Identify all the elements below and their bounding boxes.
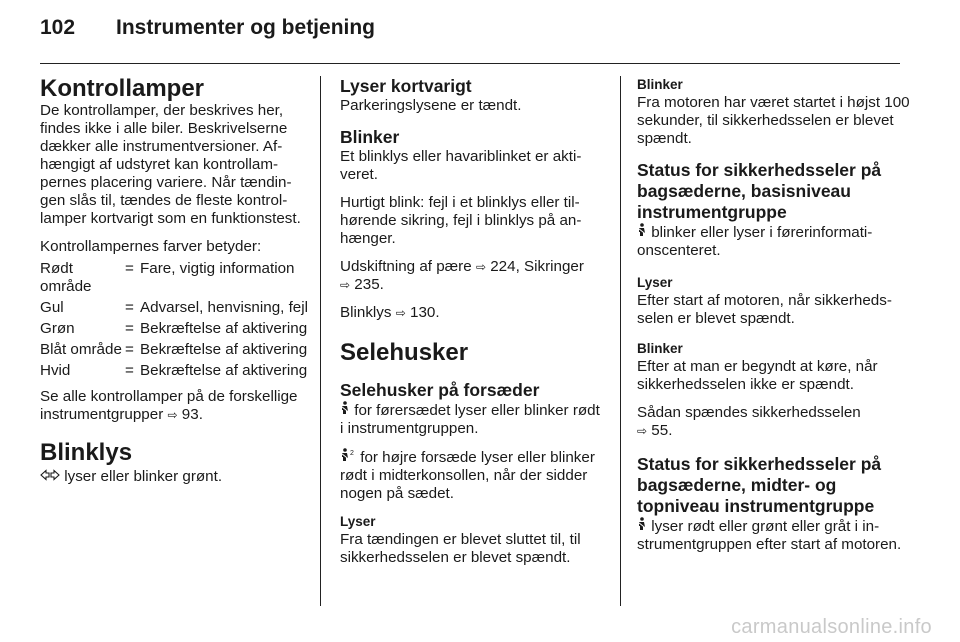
color-name: Gul <box>40 299 64 316</box>
reference-arrow-icon: ⇨ <box>637 424 648 438</box>
color-row <box>40 320 310 338</box>
color-meaning: Advarsel, henvisning, fejl <box>140 299 308 316</box>
blinklys-text: lyser eller blinker grønt. <box>64 468 223 485</box>
page-title: Instrumenter og betjening <box>116 16 376 39</box>
color-row <box>40 341 310 359</box>
color-meaning: Bekræftelse af aktivering <box>140 341 308 358</box>
reference-arrow-icon: ⇨ <box>340 278 351 292</box>
reference-arrow-icon: ⇨ <box>475 260 486 274</box>
forsaeder-passenger-description: for højre forsæde lyser eller blinker rødt i midterkonsollen, når der sidder nogen på sædet. <box>340 449 595 502</box>
color-equals: = <box>125 341 134 358</box>
heading-blinklys: Blinklys <box>40 439 133 466</box>
heading-lyser: Lyser <box>637 275 673 290</box>
color-row <box>40 299 310 317</box>
watermark: carmanualsonline.info <box>731 616 932 638</box>
kontrollamper-intro: De kontrollamper, der beskrives her, findes ikke i alle biler. Beskrivelserne dækker alle instrumentversioner. Afhængigt af udstyret kan kontrollampernes placering variere. Når tændingen slås til, tændes de fleste kontrollamper kortvarigt som en funktionstest. <box>40 102 301 227</box>
blinker-text: Fra motoren har været startet i højst 100 sekunder, til sikkerhedsselen er blevet spændt. <box>637 94 910 147</box>
color-name: Grøn <box>40 320 75 337</box>
heading-lyser: Lyser <box>340 514 376 529</box>
header-rule <box>40 63 900 64</box>
blinklys-description <box>40 468 310 486</box>
seatbelt-person-icon <box>637 517 647 536</box>
heading-status-topniveau: Status for sikkerhedsseler på bagsæderne, midter- og topniveau instrumentgruppe <box>637 454 882 516</box>
topniveau-text <box>637 517 912 554</box>
topniveau-description: lyser rødt eller grønt eller gråt i instrumentgruppen efter start af motoren. <box>637 518 902 553</box>
color-name: Rødt område <box>40 260 92 295</box>
reference-text: Udskiftning af pære <box>340 258 472 275</box>
heading-blinker: Blinker <box>340 127 400 147</box>
color-equals: = <box>125 260 134 277</box>
turn-signal-arrows-icon <box>40 468 60 486</box>
heading-lyser-kortvarigt: Lyser kortvarigt <box>340 76 472 96</box>
color-name: Hvid <box>40 362 71 379</box>
forsaeder-driver-text <box>340 401 602 438</box>
reference-arrow-icon: ⇨ <box>395 306 406 320</box>
color-meaning: Bekræftelse af aktivering <box>140 320 308 337</box>
column-divider-right <box>620 76 621 606</box>
saadan-reference <box>637 404 912 440</box>
page-reference-link[interactable]: 93. <box>181 406 203 423</box>
reference-text: Se alle kontrollamper på de forskellige instrumentgrupper <box>40 388 298 423</box>
column-1 <box>40 76 310 486</box>
page-reference-link[interactable]: 130. <box>410 304 440 321</box>
seatbelt-passenger-icon <box>340 448 356 467</box>
column-divider-left <box>320 76 321 606</box>
forsaeder-passenger-text <box>340 448 602 503</box>
lyser-text: Efter start af motoren, når sikkerhedsselen er blevet spændt. <box>637 292 892 327</box>
color-equals: = <box>125 320 134 337</box>
color-meaning: Bekræftelse af aktivering <box>140 362 308 379</box>
udskiftning-reference <box>340 258 602 294</box>
column-2 <box>340 76 602 577</box>
svg-text:2: 2 <box>350 450 354 457</box>
color-table <box>40 260 310 380</box>
lyser-kortvarigt-text: Parkeringslysene er tændt. <box>340 97 522 114</box>
color-equals: = <box>125 299 134 316</box>
page-reference-link[interactable]: 224, Sikringer <box>490 258 584 275</box>
reference-text: Blinklys <box>340 304 392 321</box>
seatbelt-person-icon <box>340 401 350 420</box>
lyser-text: Fra tændingen er blevet sluttet til, til sikkerhedsselen er blevet spændt. <box>340 531 581 566</box>
reference-text: Sådan spændes sikkerhedsselen <box>637 404 861 421</box>
instrument-groups-reference <box>40 388 310 424</box>
page-reference-link[interactable]: 235. <box>354 276 384 293</box>
color-row <box>40 362 310 380</box>
column-3 <box>637 76 912 564</box>
color-meaning: Fare, vigtig information <box>140 260 295 277</box>
heading-blinker: Blinker <box>637 77 683 92</box>
reference-arrow-icon: ⇨ <box>167 408 178 422</box>
heading-selehusker: Selehusker <box>340 339 469 366</box>
color-row <box>40 260 310 296</box>
color-equals: = <box>125 362 134 379</box>
heading-status-basisniveau: Status for sikkerhedsseler på bagsæderne, basisniveau instrumentgruppe <box>637 160 882 222</box>
hurtigt-blink-text: Hurtigt blink: fejl i et blinklys eller tilhørende sikring, fejl i blinklys på anhænger. <box>340 194 582 247</box>
blinker-2-text: Efter at man er begyndt at køre, når sikkerhedsselen ikke er spændt. <box>637 358 878 393</box>
heading-selehusker-forsaeder: Selehusker på forsæder <box>340 380 540 400</box>
blinklys-reference <box>340 304 602 322</box>
heading-blinker-2: Blinker <box>637 341 683 356</box>
color-name: Blåt område <box>40 341 122 358</box>
heading-kontrollamper: Kontrollamper <box>40 75 205 102</box>
kontrollamper-colors-intro: Kontrollampernes farver betyder: <box>40 238 262 255</box>
page-number: 102 <box>40 16 76 39</box>
basisniveau-text <box>637 223 912 260</box>
blinker-text: Et blinklys eller havariblinket er aktiveret. <box>340 148 582 183</box>
forsaeder-driver-description: for førersædet lyser eller blinker rødt i instrumentgruppen. <box>340 402 600 437</box>
page-reference-link[interactable]: 55. <box>651 422 673 439</box>
seatbelt-person-icon <box>637 223 647 242</box>
basisniveau-description: blinker eller lyser i førerinformationscenteret. <box>637 224 873 259</box>
